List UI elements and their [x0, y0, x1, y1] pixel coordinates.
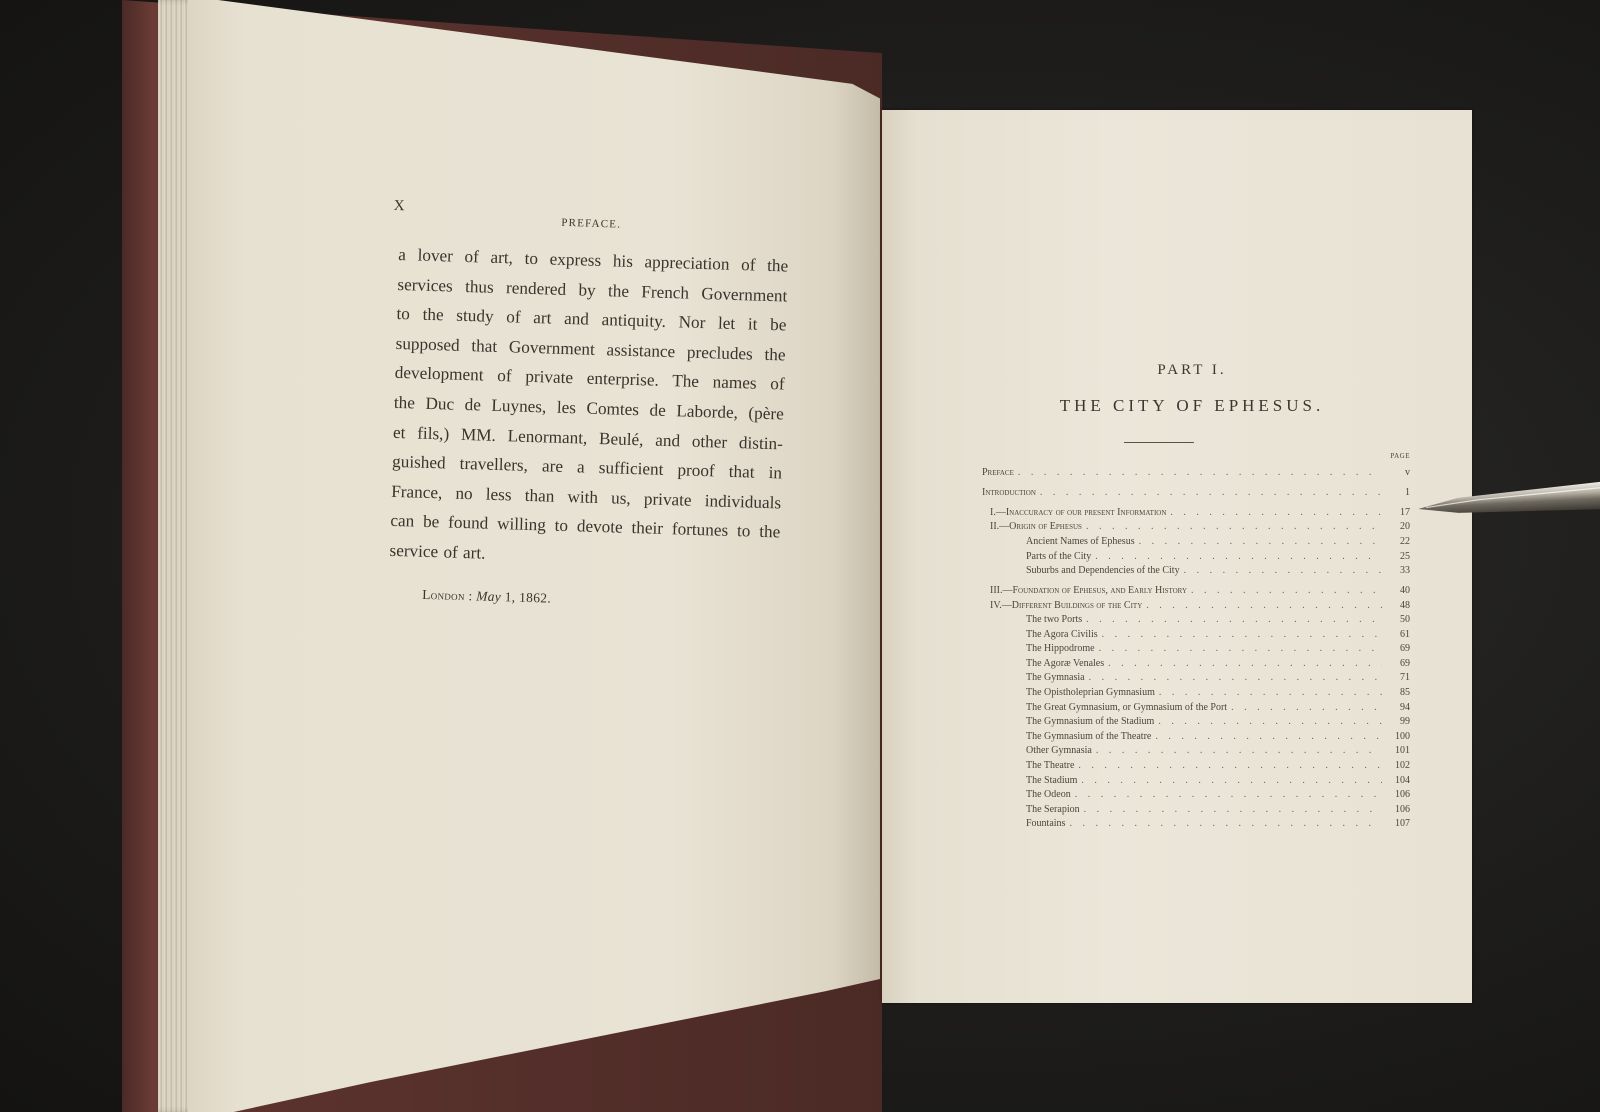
toc-entry-title: The Agora Civilis — [1026, 628, 1098, 640]
toc-dot-leader — [1155, 687, 1382, 698]
table-of-contents — [982, 452, 1410, 833]
toc-entry — [982, 672, 1410, 687]
right-page — [882, 110, 1472, 1003]
toc-entry — [982, 775, 1410, 790]
toc-entry-page: 69 — [1400, 643, 1410, 655]
toc-entry — [982, 789, 1410, 804]
toc-entry-page: 102 — [1395, 760, 1410, 772]
preface-line: the Duc de Luynes, les Comtes de Laborde, (père — [393, 392, 785, 424]
toc-dot-leader — [1098, 629, 1382, 640]
toc-entry-title: Ancient Names of Ephesus — [1026, 535, 1135, 547]
toc-entry — [982, 804, 1410, 819]
preface-line: to the study of art and antiquity. Nor let it be — [396, 304, 787, 335]
book-title: THE CITY OF EPHESUS. — [1059, 396, 1325, 415]
preface-line: service of art. — [389, 540, 486, 563]
toc-dot-leader — [1074, 760, 1382, 771]
toc-entry — [982, 687, 1410, 702]
toc-entry-title: I.—Inaccuracy of our present Information — [990, 506, 1167, 518]
toc-page-column-label: PAGE — [1390, 452, 1410, 460]
toc-entry — [982, 760, 1410, 775]
toc-entry — [982, 565, 1410, 580]
toc-entry-page: 85 — [1400, 687, 1410, 699]
toc-entry — [982, 716, 1410, 731]
toc-entry — [982, 731, 1410, 746]
part-heading: PART I. — [1157, 362, 1227, 378]
toc-entry-page: 1 — [1405, 486, 1410, 498]
toc-entry-page: 106 — [1395, 803, 1410, 815]
preface-line: guished travellers, are a sufficient proof that in — [391, 452, 783, 483]
toc-entry-page: 48 — [1400, 599, 1410, 611]
preface-body — [389, 240, 788, 577]
toc-entry-page: 50 — [1400, 614, 1410, 626]
toc-entry-page: 33 — [1400, 565, 1410, 577]
running-head-title: PREFACE. — [561, 216, 622, 231]
toc-dot-leader — [1166, 507, 1382, 518]
toc-dot-leader — [1142, 600, 1382, 611]
toc-entry — [982, 467, 1410, 482]
toc-dot-leader — [1065, 818, 1382, 829]
toc-dot-leader — [1227, 702, 1382, 713]
toc-entry — [982, 658, 1410, 673]
toc-entry — [982, 551, 1410, 566]
signoff-place: London : — [422, 586, 473, 603]
toc-entry-title: Fountains — [1026, 818, 1066, 830]
toc-entry-page: 40 — [1400, 584, 1410, 596]
toc-dot-leader — [1092, 745, 1382, 756]
toc-dot-leader — [1071, 789, 1382, 800]
toc-entry-page: 101 — [1395, 745, 1410, 757]
toc-entry-title: The two Ports — [1026, 614, 1083, 626]
toc-dot-leader — [1077, 775, 1382, 786]
toc-entry-page: 22 — [1400, 535, 1410, 547]
toc-entry-title: The Odeon — [1026, 789, 1071, 801]
toc-dot-leader — [1082, 614, 1382, 625]
toc-entry-page: 106 — [1395, 789, 1410, 801]
toc-entry-title: The Gymnasia — [1026, 672, 1085, 684]
title-rule — [1124, 442, 1194, 443]
toc-entry-title: The Great Gymnasium, or Gymnasium of the Port — [1026, 701, 1228, 713]
preface-line: can be found willing to devote their fortunes to the — [390, 511, 781, 542]
toc-dot-leader — [1080, 804, 1382, 815]
toc-entry-title: IV.—Different Buildings of the City — [990, 599, 1143, 611]
toc-dot-leader — [1014, 467, 1382, 478]
toc-entry-title: Preface — [982, 467, 1014, 479]
toc-dot-leader — [1085, 672, 1382, 683]
toc-entry-page: 25 — [1400, 550, 1410, 562]
toc-dot-leader — [1082, 521, 1382, 532]
toc-entry-title: The Stadium — [1026, 774, 1078, 786]
toc-entry-page: v — [1405, 467, 1410, 479]
preface-line: France, no less than with us, private individuals — [391, 481, 782, 513]
toc-dot-leader — [1091, 551, 1382, 562]
signoff-date: 1, 1862. — [500, 588, 552, 606]
toc-entry — [982, 521, 1410, 536]
preface-line: a lover of art, to express his appreciation of the — [398, 244, 789, 276]
toc-dot-leader — [1095, 643, 1382, 654]
toc-dot-leader — [1104, 658, 1382, 669]
toc-entry-title: The Gymnasium of the Stadium — [1026, 716, 1155, 728]
toc-entry-title: Parts of the City — [1026, 550, 1092, 562]
toc-entry — [982, 600, 1410, 615]
toc-entry-page: 17 — [1400, 506, 1410, 518]
toc-entry — [982, 745, 1410, 760]
toc-entry-title: II.—Origin of Ephesus — [990, 521, 1082, 533]
toc-entry — [982, 507, 1410, 522]
toc-entry-title: The Agoræ Venales — [1026, 657, 1105, 669]
toc-entry-title: Other Gymnasia — [1026, 745, 1092, 757]
preface-line: development of private enterprise. The names of — [394, 363, 785, 394]
preface-line: et fils,) MM. Lenormant, Beulé, and other distin- — [392, 422, 784, 454]
toc-entry-page: 61 — [1400, 628, 1410, 640]
toc-entry — [982, 643, 1410, 658]
toc-entry-page: 107 — [1395, 818, 1410, 830]
toc-entry-title: The Opistholeprian Gymnasium — [1026, 687, 1155, 699]
toc-dot-leader — [1036, 487, 1382, 498]
toc-entry-title: The Gymnasium of the Theatre — [1026, 730, 1152, 742]
toc-entry-title: The Serapion — [1026, 803, 1080, 815]
toc-entry — [982, 614, 1410, 629]
toc-rows — [982, 467, 1410, 833]
preface-page-text — [388, 198, 790, 613]
toc-dot-leader — [1187, 585, 1382, 596]
preface-line: services thus rendered by the French Government — [397, 274, 788, 306]
toc-entry-title: Suburbs and Dependencies of the City — [1026, 565, 1180, 577]
toc-entry — [982, 629, 1410, 644]
toc-entry-page: 20 — [1400, 521, 1410, 533]
toc-entry — [982, 487, 1410, 502]
toc-entry-page: 94 — [1400, 701, 1410, 713]
toc-dot-leader — [1180, 565, 1382, 576]
toc-entry-page: 104 — [1395, 774, 1410, 786]
folio-number: X — [393, 197, 406, 215]
toc-dot-leader — [1135, 536, 1382, 547]
preface-line: supposed that Government assistance precludes the — [395, 333, 786, 365]
toc-entry-title: The Theatre — [1026, 760, 1075, 772]
toc-entry-page: 69 — [1400, 657, 1410, 669]
toc-entry-title: III.—Foundation of Ephesus, and Early History — [990, 584, 1188, 596]
toc-entry — [982, 585, 1410, 600]
toc-entry-title: The Hippodrome — [1026, 643, 1095, 655]
toc-entry-page: 100 — [1395, 730, 1410, 742]
toc-entry-page: 71 — [1400, 672, 1410, 684]
signoff-month: May — [475, 587, 502, 604]
toc-entry-page: 99 — [1400, 716, 1410, 728]
toc-entry-title: Introduction — [982, 486, 1036, 498]
toc-entry — [982, 702, 1410, 717]
toc-entry — [982, 818, 1410, 833]
toc-dot-leader — [1151, 731, 1382, 742]
toc-entry — [982, 536, 1410, 551]
toc-dot-leader — [1154, 716, 1382, 727]
